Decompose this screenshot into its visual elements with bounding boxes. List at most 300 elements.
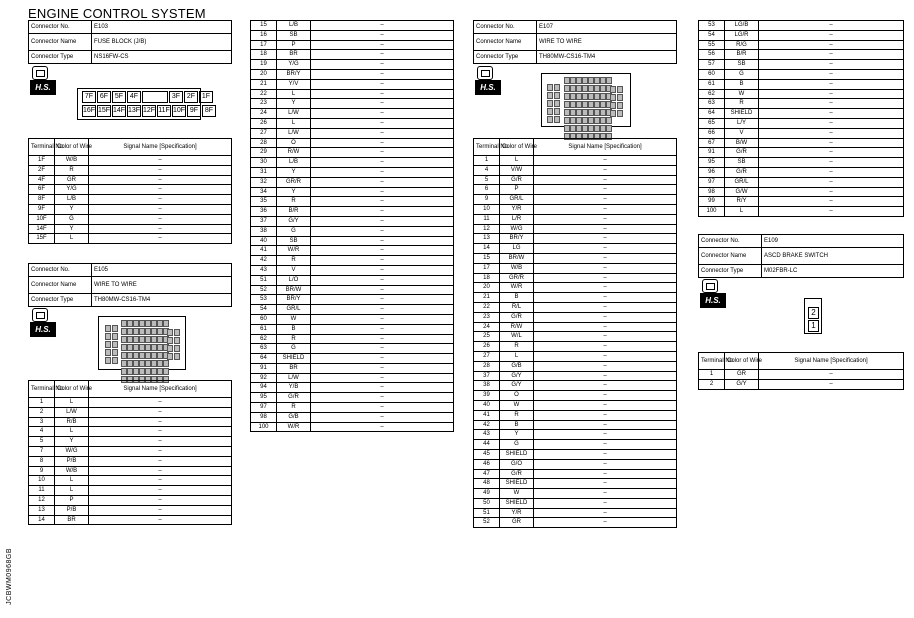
terminal-no: 12 (474, 224, 500, 234)
terminal-no: 60 (251, 314, 277, 324)
signal-name: – (311, 226, 454, 236)
label-conn-name: Connector Name (699, 248, 762, 265)
signal-name: – (89, 495, 232, 505)
table-row (251, 354, 454, 364)
wire-color: G (725, 69, 759, 79)
table-row (699, 187, 904, 197)
signal-name: – (534, 469, 677, 479)
table-row (474, 165, 677, 175)
wire-color: Y/G (55, 185, 89, 195)
connector-cavity (554, 92, 560, 99)
table-row (699, 370, 904, 380)
fuse-cavity: 15F (97, 105, 111, 117)
wire-color: R/L (500, 302, 534, 312)
signal-name: – (311, 422, 454, 432)
wire-color: L/B (277, 158, 311, 168)
terminal-no: 40 (474, 400, 500, 410)
signal-name: – (311, 354, 454, 364)
wire-color: W/B (55, 466, 89, 476)
terminal-no: 2 (699, 379, 725, 389)
table-row (29, 156, 232, 166)
table-row (474, 430, 677, 440)
wire-color: L/O (277, 275, 311, 285)
table-row (251, 236, 454, 246)
table-row (474, 381, 677, 391)
terminal-no: 35 (251, 197, 277, 207)
wire-color: G/B (500, 361, 534, 371)
connector-cavity (610, 110, 616, 117)
wire-color: SB (725, 60, 759, 70)
terminal-no: 4 (474, 165, 500, 175)
signal-name: – (89, 234, 232, 244)
fuse-cavity: 13F (127, 105, 141, 117)
terminal-no: 54 (251, 305, 277, 315)
terminal-no: 4F (29, 175, 55, 185)
signal-name: – (534, 508, 677, 518)
table-row (474, 400, 677, 410)
signal-name: – (311, 40, 454, 50)
hs-badge (28, 308, 57, 338)
table-row (699, 79, 904, 89)
wire-color: B (277, 324, 311, 334)
signal-name: – (759, 158, 904, 168)
terminal-no: 27 (474, 351, 500, 361)
signal-name: – (534, 449, 677, 459)
fuse-cavity: 3F (169, 91, 183, 103)
e109-signal-table (698, 352, 904, 390)
e109-name: ASCD BRAKE SWITCH (762, 248, 904, 265)
terminal-no: 18 (251, 50, 277, 60)
signal-name: – (311, 187, 454, 197)
terminal-no: 61 (699, 79, 725, 89)
table-row (474, 293, 677, 303)
wire-color: R (277, 403, 311, 413)
terminal-no: 95 (251, 393, 277, 403)
table-row (29, 224, 232, 234)
connector-cavity (610, 94, 616, 101)
terminal-no: 13 (29, 505, 55, 515)
wire-color: GR/L (500, 195, 534, 205)
wire-color: R/W (500, 322, 534, 332)
connector-cavity (167, 329, 173, 336)
signal-header: Signal Name [Specification] (759, 353, 904, 370)
signal-name: – (311, 50, 454, 60)
wire-color: P/B (55, 456, 89, 466)
signal-name: – (89, 466, 232, 476)
terminal-no: 49 (474, 489, 500, 499)
terminal-no: 30 (251, 158, 277, 168)
wire-color: L/W (55, 407, 89, 417)
terminal-no: 10 (474, 204, 500, 214)
wire-color: L/B (277, 21, 311, 31)
table-row (699, 167, 904, 177)
wire-color: SB (277, 236, 311, 246)
terminal-no: 9 (474, 195, 500, 205)
table-row (251, 344, 454, 354)
wire-color: Y (55, 204, 89, 214)
signal-name: – (311, 383, 454, 393)
terminal-no: 16 (251, 30, 277, 40)
signal-name: – (534, 283, 677, 293)
signal-name: – (311, 148, 454, 158)
wire-color: R/Y (725, 197, 759, 207)
wire-color: V (277, 265, 311, 275)
terminal-no: 21 (251, 79, 277, 89)
signal-header: Signal Name [Specification] (89, 381, 232, 398)
table-row (251, 158, 454, 168)
wire-color: W (500, 489, 534, 499)
fuse-cavity: 4F (127, 91, 141, 103)
wire-color: Y (500, 430, 534, 440)
connector-cavity (554, 116, 560, 123)
table-row (251, 197, 454, 207)
table-row (29, 456, 232, 466)
terminal-no: 46 (474, 459, 500, 469)
signal-name: – (534, 459, 677, 469)
table-row (251, 373, 454, 383)
hs-label: H.S. (700, 293, 726, 308)
signal-name: – (759, 138, 904, 148)
terminal-no: 43 (474, 430, 500, 440)
terminal-no: 57 (699, 60, 725, 70)
connector-cavity (617, 102, 623, 109)
terminal-no: 19 (251, 60, 277, 70)
wire-color: GR (500, 518, 534, 528)
signal-name: – (311, 216, 454, 226)
connector-cavity (547, 84, 553, 91)
table-row (251, 60, 454, 70)
wire-color: Y (277, 99, 311, 109)
wire-color: L (277, 118, 311, 128)
terminal-no: 38 (251, 226, 277, 236)
connector-icon (32, 66, 48, 80)
terminal-no: 52 (251, 285, 277, 295)
terminal-no: 96 (699, 167, 725, 177)
wire-color: L (277, 89, 311, 99)
table-row (474, 391, 677, 401)
terminal-no: 22 (474, 302, 500, 312)
connector-cavity (610, 86, 616, 93)
connector-cavity (167, 353, 173, 360)
signal-name: – (89, 224, 232, 234)
wire-color: P (500, 185, 534, 195)
terminal-no: 53 (251, 295, 277, 305)
hs-label: H.S. (30, 80, 56, 95)
terminal-no: 24 (474, 322, 500, 332)
table-row (474, 420, 677, 430)
terminal-header: Terminal No. (699, 353, 725, 370)
terminal-no: 65 (699, 118, 725, 128)
table-row (251, 128, 454, 138)
signal-name: – (89, 427, 232, 437)
wire-color: W (725, 89, 759, 99)
signal-name: – (89, 456, 232, 466)
connector-cavity (547, 100, 553, 107)
signal-name: – (89, 195, 232, 205)
table-row (474, 175, 677, 185)
terminal-no: 9F (29, 204, 55, 214)
wire-color: R (55, 165, 89, 175)
wire-color: W/B (500, 263, 534, 273)
connector-cavity (163, 360, 169, 367)
table-row (251, 256, 454, 266)
table-row (474, 361, 677, 371)
signal-name: – (311, 265, 454, 275)
table-row (699, 197, 904, 207)
table-row (474, 253, 677, 263)
wire-color: W (277, 314, 311, 324)
table-row (474, 263, 677, 273)
terminal-no: 15F (29, 234, 55, 244)
table-row (699, 30, 904, 40)
wire-color: Y (55, 224, 89, 234)
terminal-no: 37 (251, 216, 277, 226)
wire-color: R (277, 197, 311, 207)
table-row (29, 427, 232, 437)
terminal-no: 9 (29, 466, 55, 476)
wire-color: SHIELD (500, 449, 534, 459)
wire-color: L (55, 398, 89, 408)
fuse-cavity: 1F (199, 91, 213, 103)
wire-color: L (500, 351, 534, 361)
signal-name: – (759, 50, 904, 60)
table-row (474, 322, 677, 332)
connector-cavity (617, 86, 623, 93)
table-row (251, 50, 454, 60)
signal-name: – (534, 479, 677, 489)
table-row (474, 195, 677, 205)
table-row (474, 351, 677, 361)
wire-color: SHIELD (277, 354, 311, 364)
wire-color: GR (725, 370, 759, 380)
wire-color: R (500, 342, 534, 352)
fuse-cavity: 12F (142, 105, 156, 117)
connector-cavity (174, 329, 180, 336)
signal-name: – (311, 138, 454, 148)
signal-name: – (534, 224, 677, 234)
table-row (699, 109, 904, 119)
wire-color: G/Y (500, 371, 534, 381)
signal-name: – (534, 244, 677, 254)
table-row (474, 440, 677, 450)
connector-cavity (167, 337, 173, 344)
wire-color: Y/G (277, 60, 311, 70)
wire-color: GR/L (277, 305, 311, 315)
label-conn-name: Connector Name (29, 34, 92, 51)
e107-info-table (473, 20, 677, 64)
signal-name: – (759, 187, 904, 197)
signal-name: – (534, 391, 677, 401)
signal-name: – (534, 273, 677, 283)
signal-name: – (534, 263, 677, 273)
connector-cavity (105, 341, 111, 348)
e109-switch-diagram (804, 298, 822, 334)
signal-name: – (759, 370, 904, 380)
e107-type: TH80MW-CS16-TM4 (537, 51, 677, 64)
signal-name: – (311, 256, 454, 266)
signal-name: – (759, 109, 904, 119)
wire-color: W (500, 400, 534, 410)
signal-name: – (534, 302, 677, 312)
signal-name: – (311, 412, 454, 422)
table-row (699, 379, 904, 389)
table-row (699, 89, 904, 99)
signal-name: – (311, 275, 454, 285)
wire-color: GR/R (500, 273, 534, 283)
connector-cavity (105, 333, 111, 340)
connector-cavity (112, 357, 118, 364)
table-row (474, 469, 677, 479)
signal-name: – (534, 498, 677, 508)
terminal-no: 28 (251, 138, 277, 148)
table-row (474, 410, 677, 420)
signal-name: – (534, 518, 677, 528)
table-row (251, 30, 454, 40)
table-row (251, 69, 454, 79)
terminal-no: 6 (474, 185, 500, 195)
table-row (474, 204, 677, 214)
e105-no: E105 (92, 264, 232, 277)
wire-color: W/R (277, 422, 311, 432)
e103-name: FUSE BLOCK (J/B) (92, 34, 232, 51)
wire-color: SB (725, 158, 759, 168)
table-row (699, 60, 904, 70)
wire-color: LG/B (725, 21, 759, 31)
e107-no: E107 (537, 21, 677, 34)
wire-color: G/R (725, 167, 759, 177)
signal-name: – (89, 165, 232, 175)
wire-color: W/G (55, 446, 89, 456)
terminal-header: Terminal No. (29, 139, 55, 156)
e105-continued-table (250, 20, 454, 432)
fuse-cavity (142, 91, 168, 103)
e105-type: TH80MW-CS16-TM4 (92, 294, 232, 307)
connector-cavity (105, 349, 111, 356)
signal-name: – (311, 99, 454, 109)
wire-color: SHIELD (500, 479, 534, 489)
wire-color: Y (55, 437, 89, 447)
connector-cavity (167, 345, 173, 352)
signal-name: – (311, 167, 454, 177)
terminal-no: 4 (29, 427, 55, 437)
signal-name: – (311, 334, 454, 344)
terminal-no: 5 (474, 175, 500, 185)
color-header: Color of Wire (55, 381, 89, 398)
e109-type: M02FBR-LC (762, 265, 904, 278)
signal-name: – (759, 167, 904, 177)
e105-signal-table (28, 380, 232, 525)
terminal-no: 36 (251, 207, 277, 217)
e103-no: E103 (92, 21, 232, 34)
wire-color: W/R (500, 283, 534, 293)
wire-color: L/W (277, 128, 311, 138)
terminal-no: 29 (251, 148, 277, 158)
wire-color: BR/Y (277, 69, 311, 79)
table-row (29, 437, 232, 447)
connector-cavity (174, 345, 180, 352)
wire-color: G/Y (725, 379, 759, 389)
wire-color: L/W (277, 373, 311, 383)
signal-name: – (89, 505, 232, 515)
terminal-no: 23 (474, 312, 500, 322)
signal-name: – (311, 285, 454, 295)
label-conn-type: Connector Type (699, 265, 762, 278)
label-conn-no: Connector No. (474, 21, 537, 34)
table-row (29, 466, 232, 476)
terminal-no: 22 (251, 89, 277, 99)
wire-color: BR/W (500, 253, 534, 263)
connector-cavity (547, 92, 553, 99)
wire-color: G/R (277, 393, 311, 403)
table-row (474, 332, 677, 342)
terminal-no: 14 (29, 515, 55, 525)
signal-name: – (311, 324, 454, 334)
table-row (699, 207, 904, 217)
table-row (251, 383, 454, 393)
e107-name: WIRE TO WIRE (537, 34, 677, 51)
wire-color: L/W (277, 109, 311, 119)
signal-name: – (311, 158, 454, 168)
signal-name: – (311, 363, 454, 373)
terminal-no: 55 (699, 40, 725, 50)
terminal-no: 32 (251, 177, 277, 187)
table-row (251, 207, 454, 217)
terminal-no: 11 (29, 486, 55, 496)
terminal-no: 62 (699, 89, 725, 99)
table-row (251, 422, 454, 432)
table-row (29, 515, 232, 525)
terminal-no: 98 (699, 187, 725, 197)
signal-name: – (534, 156, 677, 166)
signal-name: – (759, 21, 904, 31)
wire-color: SHIELD (500, 498, 534, 508)
wire-color: BR (277, 363, 311, 373)
wire-color: G/R (500, 312, 534, 322)
table-row (699, 118, 904, 128)
signal-name: – (311, 207, 454, 217)
terminal-no: 15 (474, 253, 500, 263)
terminal-no: 2 (29, 407, 55, 417)
connector-cavity (112, 349, 118, 356)
terminal-no: 25 (474, 332, 500, 342)
signal-name: – (89, 156, 232, 166)
signal-name: – (534, 165, 677, 175)
signal-name: – (759, 30, 904, 40)
table-row (474, 498, 677, 508)
e105-name: WIRE TO WIRE (92, 277, 232, 294)
signal-name: – (759, 89, 904, 99)
wire-color: Y/R (500, 204, 534, 214)
wire-color: G/R (725, 148, 759, 158)
table-row (29, 175, 232, 185)
table-row (251, 21, 454, 31)
table-row (251, 109, 454, 119)
signal-name: – (759, 197, 904, 207)
table-row (251, 295, 454, 305)
signal-name: – (759, 148, 904, 158)
table-row (29, 407, 232, 417)
fuse-cavity: 10F (172, 105, 186, 117)
table-row (251, 40, 454, 50)
fuse-cavity: 2F (184, 91, 198, 103)
wire-color: G/B (277, 412, 311, 422)
terminal-no: 63 (251, 344, 277, 354)
terminal-no: 2F (29, 165, 55, 175)
signal-name: – (89, 476, 232, 486)
terminal-no: 62 (251, 334, 277, 344)
page-title: ENGINE CONTROL SYSTEM (28, 6, 206, 21)
color-header: Color of Wire (500, 139, 534, 156)
